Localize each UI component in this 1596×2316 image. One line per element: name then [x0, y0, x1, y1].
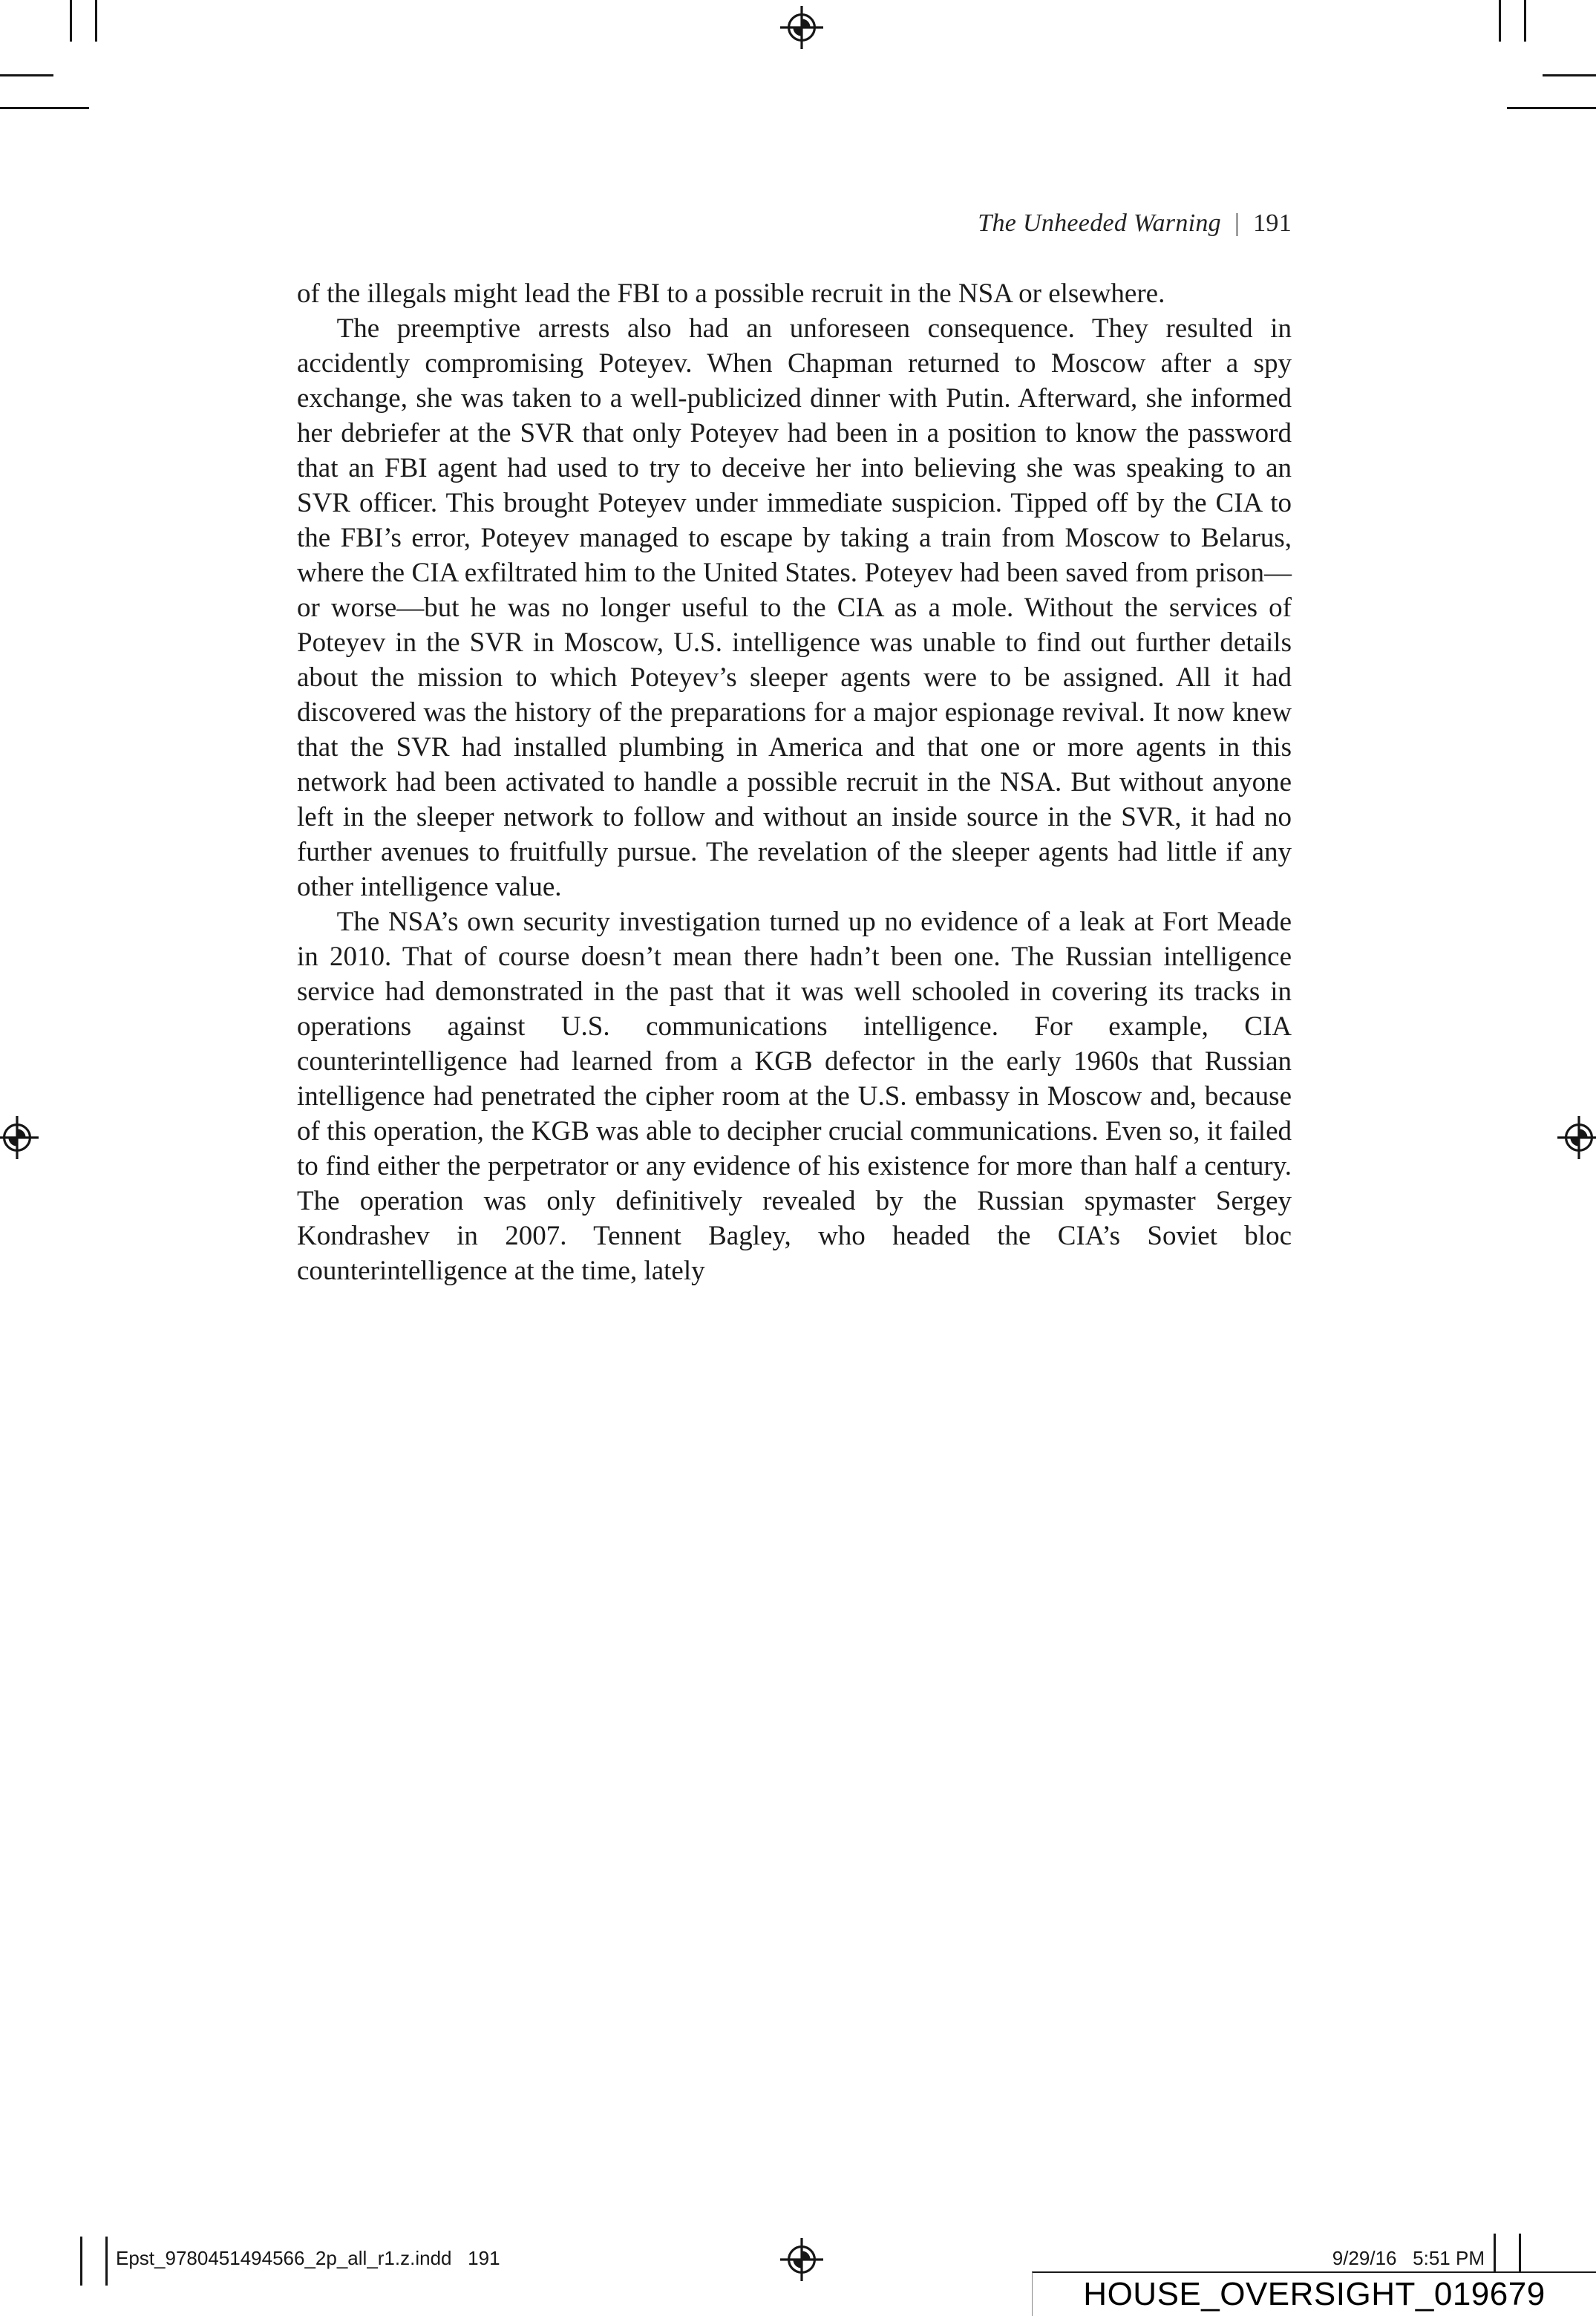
crop-mark	[0, 107, 89, 109]
crop-mark	[80, 2237, 82, 2286]
crop-mark	[1507, 107, 1596, 109]
registration-mark-icon	[1557, 1116, 1596, 1159]
footer-timestamp: 9/29/16 5:51 PM	[1332, 2247, 1485, 2269]
body-text-block	[297, 276, 1292, 1288]
crop-mark	[1519, 2234, 1521, 2272]
crop-mark	[1524, 0, 1526, 42]
header-separator: |	[1234, 209, 1240, 237]
footer-file-info: Epst_9780451494566_2p_all_r1.z.indd 191	[116, 2247, 500, 2269]
registration-mark-icon	[0, 1116, 39, 1159]
paragraph: of the illegals might lead the FBI to a possible recruit in the NSA or elsewhere.	[297, 278, 1165, 309]
crop-mark	[0, 74, 53, 76]
crop-mark	[1543, 74, 1596, 76]
paragraph: The NSA’s own security investigation turned up no evidence of a leak at Fort Meade in 2010. That of course doesn’t mean there hadn’t been one. The Russian intelligence service had demonstrated in the past that it was well schooled in covering its tracks in operations against U.S. communications intelligence. For example, CIA counterintelligence had learned from a KGB defector in the early 1960s that Russian intelligence had penetrated the cipher room at the U.S. embassy in Moscow and, because of this operation, the KGB was able to decipher crucial communications. Even so, it failed to find either the perpetrator or any evidence of his existence for more than half a century. The operation was only definitively revealed by the Russian spymaster Sergey Kondrashev in 2007. Tennent Bagley, who headed the CIA’s Soviet bloc counterintelligence at the time, lately	[297, 907, 1292, 1286]
paragraph: The preemptive arrests also had an unforeseen consequence. They resulted in accidently compromising Poteyev. When Chapman returned to Moscow after a spy exchange, she was taken to a well-publicized dinner with Putin. Afterward, she informed her debriefer at the SVR that only Poteyev had been in a position to know the password that an FBI agent had used to try to deceive her into believing she was speaking to an SVR officer. This brought Poteyev under immediate suspicion. Tipped off by the CIA to the FBI’s error, Poteyev managed to escape by taking a train from Moscow to Belarus, where the CIA exfiltrated him to the United States. Poteyev had been saved from prison—or worse—but he was no longer useful to the CIA as a mole. Without the services of Poteyev in the SVR in Moscow, U.S. intelligence was unable to find out further details about the mission to which Poteyev’s sleeper agents were to be assigned. All it had discovered was the history of the preparations for a major espionage revival. It now knew that the SVR had installed plumbing in America and that one or more agents in this network had been activated to handle a possible recruit in the NSA. But without anyone left in the sleeper network to follow and without an inside source in the SVR, it had no further avenues to fruitfully pursue. The revelation of the sleeper agents had little if any other intelligence value.	[297, 313, 1292, 902]
crop-mark	[105, 2237, 108, 2286]
crop-mark	[1499, 0, 1501, 42]
registration-mark-icon	[780, 6, 823, 49]
bates-stamp: HOUSE_OVERSIGHT_019679	[1032, 2271, 1596, 2316]
crop-mark	[95, 0, 97, 42]
crop-mark	[70, 0, 72, 42]
page-number: 191	[1253, 209, 1292, 237]
crop-mark	[1494, 2234, 1496, 2272]
production-footer	[116, 2247, 1485, 2270]
page-header	[297, 209, 1292, 238]
running-title: The Unheeded Warning	[978, 209, 1221, 237]
